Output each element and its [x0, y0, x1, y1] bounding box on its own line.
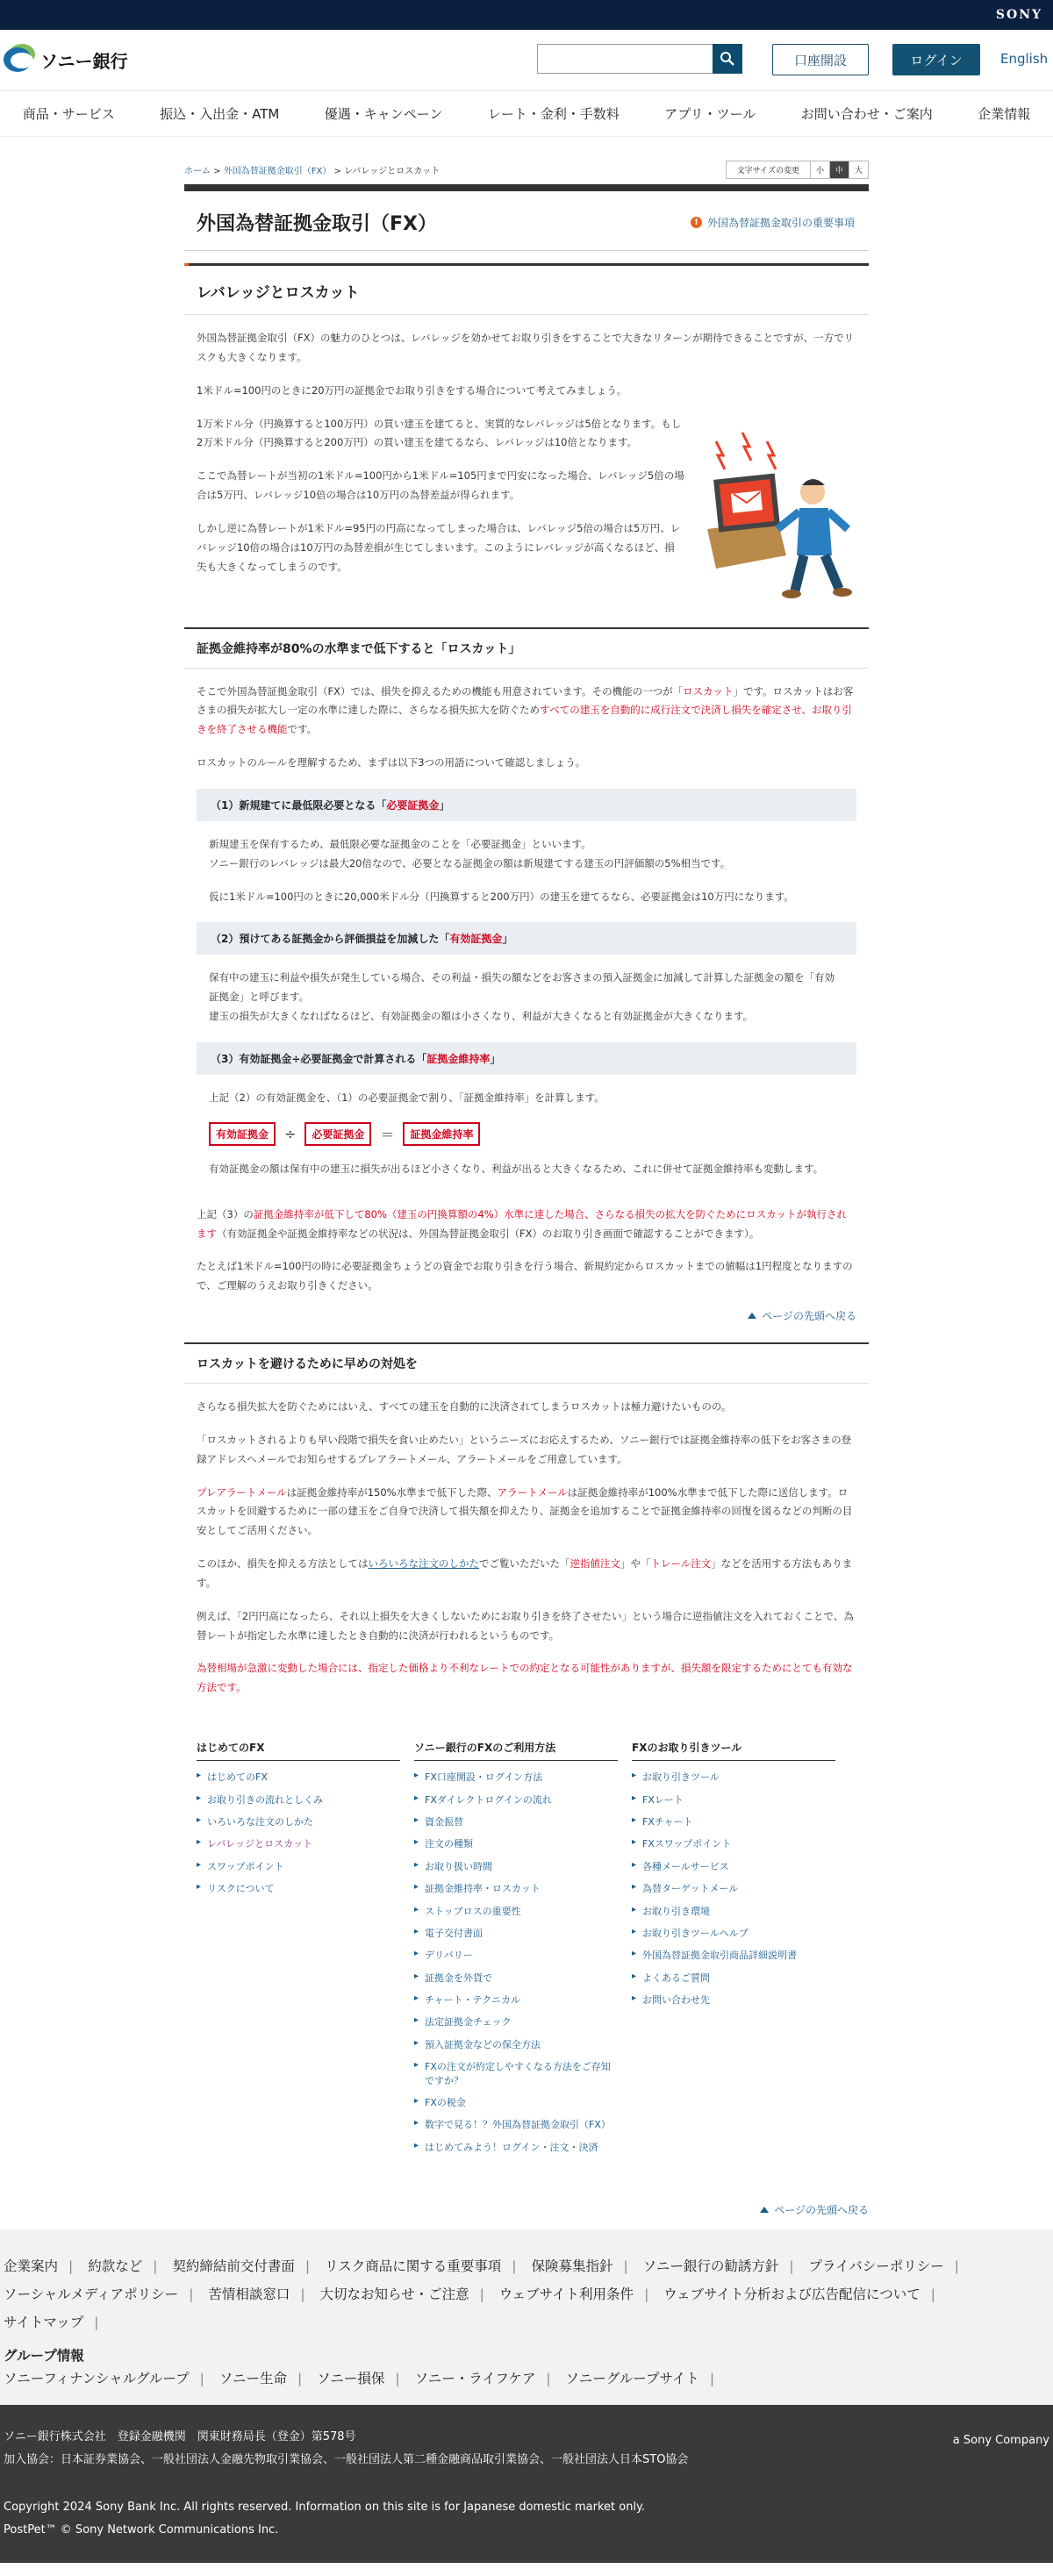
warning-paragraph: 為替相場が急激に変動した場合には、指定した価格より不利なレートでの約定となる可能性がありますが、損失額を限定するためにとても有効な方法です。	[197, 1662, 853, 1694]
nav-item-transfer[interactable]: 振込・入出金・ATM	[160, 106, 280, 122]
font-size-large[interactable]: 大	[849, 161, 868, 178]
section-leverage-title: レバレッジとロスカット	[184, 263, 869, 315]
footer-link[interactable]: ▸ いろいろな注文のしかた	[197, 1811, 400, 1833]
footer-row: ソーシャルメディアポリシー | 苦情相談窓口 | 大切なお知らせ・ご注意 | ウェブサイト利用条件 | ウェブサイト分析および広告配信について |	[4, 2286, 935, 2303]
section-avoid-losscut-title: ロスカットを避けるために早めの対処を	[184, 1342, 869, 1384]
group-info-title: グループ情報	[4, 2348, 84, 2365]
search-box	[537, 44, 742, 74]
footer-link[interactable]: ソニー損保	[317, 2371, 385, 2387]
sony-bank-logo[interactable]	[4, 44, 128, 75]
footer-link[interactable]: ソーシャルメディアポリシー	[4, 2286, 179, 2303]
paragraph: そこで外国為替証拠金取引（FX）では、損失を抑えるための機能も用意されています。その機能の一つが「ロスカット」です。ロスカットはお客さまの損失が拡大し一定の水準に達した際に、さらなる損失拡大を防ぐためすべての建玉を自動的に成行注文で決済し損失を確定させ、お取り引きを終了させる機能です。	[197, 684, 854, 736]
member-associations: 加入協会：日本証券業協会、一般社団法人金融先物取引業協会、一般社団法人第二種金融商品取引業協会、一般社団法人日本STO協会	[4, 2453, 689, 2467]
paragraph: 仮に1米ドル=100円のときに20,000米ドル分（円換算すると200万円）の建玉を建てるなら、必要証拠金は10万円になります。	[209, 890, 794, 903]
title-top-bar	[184, 184, 869, 191]
footer-col-beginner	[197, 1740, 400, 2158]
footer-link[interactable]: ▸ FXの注文が約定しやすくなる方法をご存知ですか？	[414, 2056, 618, 2092]
formula-divide: ÷	[284, 1125, 297, 1142]
paragraph: 1米ドル=100円のときに20万円の証拠金でお取り引きをする場合について考えてみましょう。	[197, 383, 627, 397]
footer-link[interactable]: ▸ お取り引きツールヘルプ	[632, 1922, 835, 1944]
footer-link[interactable]: ▸ スワップポイント	[197, 1856, 400, 1878]
font-size-label: 文字サイズの変更	[736, 166, 799, 175]
important-notice-label: 外国為替証拠金取引の重要事項	[706, 217, 855, 229]
paragraph: ここで為替レートが当初の1米ドル=100円から1米ドル=105円まで円安になった場合、レバレッジ5倍の場合は5万円、レバレッジ10倍の場合は10万円の為替差益が得られます。	[197, 469, 684, 502]
search-input[interactable]	[537, 44, 713, 74]
logo-text: ソニー銀行	[40, 50, 128, 72]
footer-link[interactable]: ▸ 資金振替	[414, 1811, 618, 1833]
back-to-top-link[interactable]	[197, 1308, 856, 1323]
footer-link[interactable]: ▸ チャート・テクニカル	[414, 1989, 618, 2011]
footer-link[interactable]: ▸ 証拠金を外貨で	[414, 1967, 618, 1989]
footer-link[interactable]: ソニーフィナンシャルグループ	[4, 2371, 190, 2387]
footer-link[interactable]: 約款など	[88, 2258, 143, 2275]
footer-row: ソニーフィナンシャルグループ | ソニー生命 | ソニー損保 | ソニー・ライフケア | ソニーグループサイト |	[4, 2371, 715, 2387]
font-size-switcher	[726, 161, 869, 179]
paragraph: さらなる損失拡大を防ぐためにはいえ、すべての建玉を自動的に決済されてしまうロスカットは極力避けたいものの。	[197, 1400, 732, 1413]
footer-link[interactable]: ▸ FXチャート	[632, 1811, 835, 1833]
footer-col-title: FXのお取り引きツール	[632, 1740, 835, 1761]
paragraph: 1万米ドル分（円換算すると100万円）の買い建玉を建てると、実質的なレバレッジは5倍となります。もし2万米ドル分（円換算すると200万円）の買い建玉を建てるなら、レバレッジは10倍となります。	[197, 417, 682, 449]
sony-logo[interactable]: SONY	[995, 8, 1042, 22]
footer-link[interactable]: ▸ リスクについて	[197, 1878, 400, 1900]
up-arrow-icon	[760, 2207, 769, 2213]
section-losscut-title: 証拠金維持率が80%の水準まで低下すると「ロスカット」	[184, 627, 869, 669]
footer-link[interactable]: ソニーグループサイト	[565, 2371, 699, 2387]
important-notice-link[interactable]	[691, 215, 855, 230]
nav-item-apps[interactable]: アプリ・ツール	[664, 106, 756, 122]
up-arrow-icon	[748, 1313, 756, 1319]
paragraph: 上記（2）の有効証拠金を、（1）の必要証拠金で割り、「証拠金維持率」を計算します。	[209, 1091, 605, 1104]
font-size-medium[interactable]: 中	[829, 161, 849, 178]
font-size-small[interactable]: 小	[810, 161, 829, 178]
footer-link[interactable]: ▸ 証拠金維持率・ロスカット	[414, 1878, 618, 1900]
paragraph: このほか、損失を抑える方法としてはいろいろな注文のしかたでご覧いただいた「逆指値注文」や「トレール注文」などを活用する方法もあります。	[197, 1557, 853, 1589]
term-required-margin-heading: （1）新規建てに最低限必要となる「必要証拠金」	[197, 789, 856, 821]
term-margin-ratio-heading: （3）有効証拠金÷必要証拠金で計算される「証拠金維持率」	[197, 1042, 856, 1075]
paragraph: 外国為替証拠金取引（FX）の魅力のひとつは、レバレッジを効かせてお取り引きをすることで大きなリターンが期待できることですが、一方でリスクも大きくなります。	[197, 332, 855, 363]
footer-link[interactable]: ソニー銀行の勧誘方針	[642, 2258, 779, 2275]
breadcrumb-fx[interactable]: 外国為替証拠金取引（FX）	[223, 166, 332, 176]
login-button[interactable]: ログイン	[892, 44, 980, 75]
formula-required-margin: 必要証拠金	[304, 1122, 371, 1146]
footer-link[interactable]: プライバシーポリシー	[808, 2258, 944, 2275]
footer-link[interactable]: ▸ お取り引きツール	[632, 1766, 835, 1788]
back-to-top-link[interactable]	[184, 2202, 869, 2217]
footer-link[interactable]: ▸ 預入証拠金などの保全方法	[414, 2034, 618, 2056]
footer-link[interactable]: ▸ ストップロスの重要性	[414, 1900, 618, 1922]
english-link[interactable]: English	[1000, 51, 1049, 67]
back-to-top-label: ページの先頭へ戻る	[774, 2204, 869, 2217]
footer-link-current[interactable]: ▸ レバレッジとロスカット	[197, 1833, 400, 1855]
paragraph: プレアラートメールは証拠金維持率が150%水準まで低下した際、アラートメールは証拠金維持率が100%水準まで低下した際に送信します。ロスカットを回避するために一部の建玉をご自身で決済して損失額を抑えたり、証拠金を追加することで証拠金維持率の回復を図るなどの判断の目安としてご活用ください。	[197, 1485, 853, 1537]
footer-link[interactable]: ▸ デリバリー	[414, 1944, 618, 1966]
footer-row: 企業案内 | 約款など | 契約締結前交付書面 | リスク商品に関する重要事項 | 保険募集指針 | ソニー銀行の勧誘方針 | プライバシーポリシー |	[4, 2258, 959, 2275]
main-content	[184, 137, 869, 2217]
footer-link[interactable]: ソニー・ライフケア	[414, 2371, 536, 2387]
formula-equals: ＝	[380, 1126, 395, 1143]
a-sony-company: a Sony Company	[952, 2434, 1049, 2448]
paragraph: しかし逆に為替レートが1米ドル=95円の円高になってしまった場合は、レバレッジ5倍の場合は5万円、レバレッジ10倍の場合は10万円の為替差損が生じてしまいます。このようにレバレッジが高くなるほど、損失も大きくなってしまうのです。	[197, 521, 681, 573]
paragraph: たとえば1米ドル=100円の時に必要証拠金ちょうどの資金でお取り引きを行う場合、新規約定からロスカットまでの値幅は1円程度となりますので、ご理解のうえお取り引きください。	[197, 1260, 853, 1292]
site-header	[0, 30, 1053, 91]
breadcrumb-sep: >	[331, 166, 345, 176]
margin-ratio-formula	[209, 1122, 844, 1146]
footer-link[interactable]: ▸ 数字で見る！？外国為替証拠金取引（FX）	[414, 2114, 618, 2136]
logo-mark-icon	[4, 44, 35, 75]
nav-item-corporate[interactable]: 企業情報	[978, 106, 1031, 122]
paragraph: 上記（3）の証拠金維持率が低下して80%（建玉の円換算額の4%）水準に達した場合、さらなる損失の拡大を防ぐためにロスカットが執行されます（有効証拠金や証拠金維持率などの状況は、外国為替証拠金取引（FX）のお取り引き画面で確認することができます）。	[197, 1207, 848, 1240]
footer-row: サイトマップ |	[4, 2315, 99, 2331]
global-footer	[0, 2229, 1053, 2405]
paragraph: 保有中の建玉に利益や損失が発生している場合、その利益・損失の額などをお客さまの預入証拠金に加減して計算した証拠金の額を「有効証拠金」と呼びます。 建玉の損失が大きくなればなるほど、有効証拠金の額は小さくなり、利益が大きくなると有効証拠金が大きくなります。	[209, 971, 835, 1023]
legal-footer	[0, 2405, 1053, 2563]
footer-link[interactable]: ▸ FXレート	[632, 1789, 835, 1811]
nav-item-products[interactable]: 商品・サービス	[22, 106, 115, 122]
sony-top-bar	[0, 0, 1053, 30]
footer-col-title: ソニー銀行のFXのご利用方法	[414, 1740, 618, 1761]
nav-item-contact[interactable]: お問い合わせ・ご案内	[800, 106, 933, 122]
footer-link[interactable]: ▸ 注文の種類	[414, 1833, 618, 1855]
footer-link[interactable]: リスク商品に関する重要事項	[325, 2258, 502, 2275]
footer-link[interactable]: ▸ FXダイレクトログインの流れ	[414, 1789, 618, 1811]
footer-link[interactable]: 保険募集指針	[531, 2258, 613, 2275]
breadcrumb-sep: >	[211, 166, 224, 176]
global-nav	[0, 91, 1053, 137]
footer-link[interactable]: ▸ お取り扱い時間	[414, 1856, 618, 1878]
footer-link[interactable]: ウェブサイト分析および広告配信について	[663, 2286, 920, 2303]
formula-effective-margin: 有効証拠金	[209, 1122, 276, 1146]
alarmed-man-laptop-illustration	[698, 424, 856, 608]
footer-col-usage	[414, 1740, 618, 2158]
search-icon	[720, 51, 735, 67]
footer-link[interactable]: 企業案内	[4, 2258, 59, 2275]
nav-item-campaign[interactable]: 優遇・キャンペーン	[324, 106, 443, 122]
footer-link[interactable]: ソニー生命	[218, 2371, 288, 2387]
footer-link[interactable]: ▸ お取り引き環境	[632, 1900, 835, 1922]
footer-link[interactable]: ▸ 外国為替証拠金取引商品詳細説明書	[632, 1944, 835, 1966]
paragraph: 新規建玉を保有するため、最低限必要な証拠金のことを「必要証拠金」といいます。 ソニー銀行のレバレッジは最大20倍なので、必要となる証拠金の額は新規建てする建玉の円評価額の5%相当です。	[209, 837, 731, 869]
footer-link[interactable]: ▸ FXスワップポイント	[632, 1833, 835, 1855]
breadcrumb-current: レバレッジとロスカット	[344, 166, 441, 176]
footer-link[interactable]: 苦情相談窓口	[208, 2286, 290, 2303]
postpet-copyright: PostPet™ © Sony Network Communications Inc.	[4, 2523, 279, 2537]
footer-link[interactable]: ▸ お取り引きの流れとしくみ	[197, 1789, 400, 1811]
footer-col-tools	[632, 1740, 835, 2158]
formula-margin-ratio: 証拠金維持率	[403, 1122, 480, 1146]
breadcrumb-home[interactable]: ホーム	[184, 166, 211, 176]
footer-link[interactable]: 大切なお知らせ・ご注意	[319, 2286, 469, 2303]
nav-item-rates[interactable]: レート・金利・手数料	[487, 106, 620, 122]
footer-link[interactable]: ▸ はじめてのFX	[197, 1766, 400, 1788]
back-to-top-label: ページの先頭へ戻る	[762, 1310, 856, 1323]
open-account-button[interactable]: 口座開設	[772, 44, 869, 75]
footer-col-title: はじめてのFX	[197, 1740, 400, 1761]
footer-link[interactable]: サイトマップ	[4, 2315, 84, 2331]
paragraph: 有効証拠金の額は保有中の建玉に損失が出るほど小さくなり、利益が出ると大きくなるため、これに併せて証拠金維持率も変動します。	[209, 1162, 824, 1175]
footer-link[interactable]: ▸ FX口座開設・ログイン方法	[414, 1766, 618, 1788]
paragraph: ロスカットのルールを理解するため、まずは以下3つの用語について確認しましょう。	[197, 756, 586, 769]
footer-link[interactable]: ウェブサイト利用条件	[498, 2286, 634, 2303]
term-effective-margin-heading: （2）預けてある証拠金から評価損益を加減した「有効証拠金」	[197, 922, 856, 955]
fx-footer-links	[184, 1740, 869, 2158]
company-registration: ソニー銀行株式会社 登録金融機関 関東財務局長（登金）第578号	[4, 2430, 356, 2444]
footer-link[interactable]: ▸ はじめてみよう！ログイン・注文・決済	[414, 2136, 618, 2158]
search-button[interactable]	[713, 44, 742, 74]
footer-link[interactable]: ▸ 電子交付書面	[414, 1922, 618, 1944]
exclamation-icon: !	[691, 217, 702, 228]
order-types-link[interactable]: いろいろな注文のしかた	[368, 1557, 479, 1571]
copyright: Copyright 2024 Sony Bank Inc. All rights reserved. Information on this site is for Japanese domestic market only.	[4, 2501, 646, 2515]
footer-link[interactable]: ▸ よくあるご質問	[632, 1967, 835, 1989]
page-title: 外国為替証拠金取引（FX）	[197, 213, 437, 235]
breadcrumb	[184, 163, 440, 176]
footer-link[interactable]: ▸ 為替ターゲットメール	[632, 1878, 835, 1900]
footer-link[interactable]: ▸ 法定証拠金チェック	[414, 2011, 618, 2033]
footer-link[interactable]: ▸ 各種メールサービス	[632, 1856, 835, 1878]
paragraph: 例えば、「2円円高になったら、それ以上損失を大きくしないためにお取り引きを終了させたい」という場合に逆指値注文を入れておくことで、為替レートが指定した水準に達したとき自動的に決済が行われるというものです。	[197, 1609, 854, 1642]
footer-link[interactable]: ▸ FXの税金	[414, 2092, 618, 2114]
paragraph: 「ロスカットされるよりも早い段階で損失を食い止めたい」というニーズにお応えするため、ソニー銀行では証拠金維持率の低下をお客さまの登録アドレスへメールでお知らせするプレアラートメール、アラートメールをご用意しています。	[197, 1433, 852, 1465]
footer-link[interactable]: 契約締結前交付書面	[172, 2258, 295, 2275]
footer-link[interactable]: ▸ お問い合わせ先	[632, 1989, 835, 2011]
